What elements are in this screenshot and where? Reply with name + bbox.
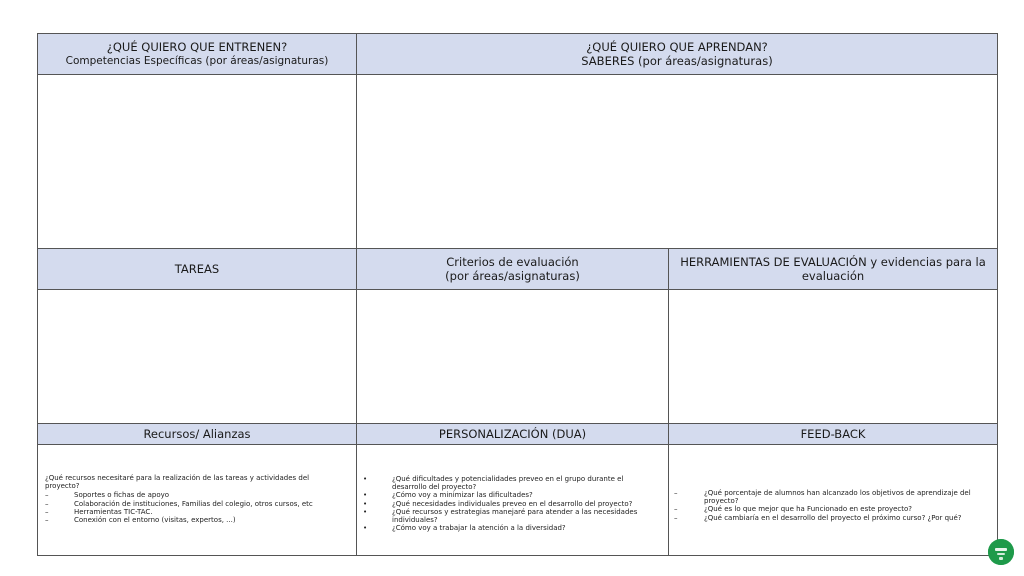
header-tareas-title: TAREAS: [174, 262, 220, 276]
personalizacion-list: [363, 475, 659, 532]
personalizacion-content: [363, 475, 659, 532]
list-item: • ¿Qué recursos y estrategias manejaré para atender a las necesidades individuales?: [363, 507, 638, 525]
list-item: – ¿Qué cambiaría en el desarrollo del proyecto el próximo curso? ¿Por qué?: [674, 513, 962, 522]
header-personalizacion-title: PERSONALIZACIÓN (DUA): [438, 427, 587, 441]
header-herramientas-title: HERRAMIENTAS DE EVALUACIÓN y evidencias para la evaluación: [680, 255, 986, 283]
recursos-list: [45, 491, 335, 524]
list-item: – ¿Qué porcentaje de alumnos han alcanzado los objetivos de aprendizaje del proyecto?: [674, 489, 971, 506]
recursos-area[interactable]: [38, 445, 357, 555]
header-criterios-title: Criterios de evaluación: [446, 255, 579, 269]
green-circle-logo-icon: [988, 539, 1014, 565]
header-recursos: [38, 424, 357, 445]
header-competencias-subtitle: Competencias Específicas (por áreas/asignaturas): [65, 55, 329, 67]
list-item: • ¿Qué dificultades y potencialidades preveo en el grupo durante el desarrollo del proyecto?: [363, 475, 624, 492]
personalizacion-area[interactable]: [357, 445, 669, 555]
criterios-area[interactable]: [357, 290, 669, 424]
competencias-area[interactable]: [38, 75, 357, 249]
header-criterios-subtitle: (por áreas/asignaturas): [445, 269, 580, 283]
header-saberes-title: ¿QUÉ QUIERO QUE APRENDAN?: [586, 40, 768, 54]
header-herramientas: [669, 249, 997, 290]
planning-grid: [37, 33, 998, 556]
header-recursos-title: Recursos/ Alianzas: [143, 427, 251, 441]
header-feedback-title: FEED-BACK: [800, 427, 866, 441]
recursos-content: [45, 474, 335, 524]
list-item: – Herramientas TIC-TAC.: [45, 507, 153, 516]
header-feedback: [669, 424, 997, 445]
tareas-area[interactable]: [38, 290, 357, 424]
herramientas-area[interactable]: [669, 290, 997, 424]
feedback-area[interactable]: [669, 445, 997, 555]
header-saberes-subtitle: SABERES (por áreas/asignaturas): [581, 54, 773, 68]
header-personalizacion: [357, 424, 669, 445]
list-item: • ¿Cómo voy a minimizar las dificultades?: [363, 491, 533, 500]
recursos-intro: ¿Qué recursos necesitaré para la realización de las tareas y actividades del proyecto?: [45, 474, 310, 491]
header-tareas: [38, 249, 357, 290]
feedback-list: [674, 489, 986, 522]
list-item: • ¿Cómo voy a trabajar la atención a la diversidad?: [363, 524, 566, 533]
list-item: • ¿Qué necesidades individuales preveo en el desarrollo del proyecto?: [363, 499, 633, 508]
header-saberes: [357, 34, 997, 75]
feedback-content: [674, 489, 986, 522]
list-item: – Soportes o fichas de apoyo: [45, 491, 170, 500]
header-competencias: [38, 34, 357, 75]
header-criterios: [357, 249, 669, 290]
list-item: – Conexión con el entorno (visitas, expertos, ...): [45, 516, 236, 525]
list-item: – Colaboración de instituciones, Familias del colegio, otros cursos, etc: [45, 499, 313, 508]
list-item: – ¿Qué es lo que mejor que ha Funcionado en este proyecto?: [674, 505, 913, 514]
saberes-area[interactable]: [357, 75, 997, 249]
header-competencias-title: ¿QUÉ QUIERO QUE ENTRENEN?: [106, 40, 288, 54]
